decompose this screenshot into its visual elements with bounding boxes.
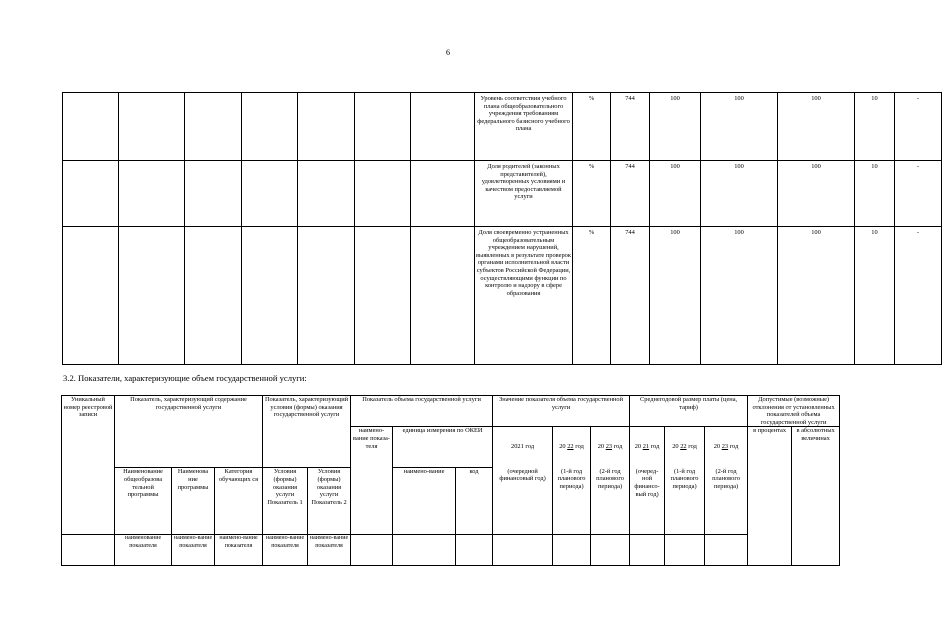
header-price-2023: 20 23 год (705, 427, 748, 468)
okei-code: 744 (611, 227, 650, 365)
header-volume-name: наимено-вание показа-теля (351, 427, 393, 535)
value-2021: 100 (650, 161, 701, 227)
header-deviation-absolute: в абсолютных величинах (792, 427, 840, 566)
indicator-name: Доля своевременно устраненных общеобразовательным учреждением нарушений, выявленных в результате проверок органами исполнительной власти субъектов Российской Федерации, осуществляющими функции по контролю и надзору в сфере образования (475, 227, 573, 365)
value-2021: 100 (650, 93, 701, 161)
value-2022: 100 (701, 93, 778, 161)
note-price-2023: (2-й год планового периода) (705, 468, 748, 535)
header-year-2022: 20 22 год (553, 427, 591, 468)
name-indicator-1: наименование показателя (115, 535, 172, 566)
header-volume-unit: единица измерения по ОКЕИ (393, 427, 493, 468)
volume-indicators-table (61, 395, 840, 566)
subheader-program: Наименование общеобразова тельной программы (115, 468, 172, 535)
subheader-unit-name: наимено-вание (393, 468, 456, 535)
section-heading: 3.2. Показатели, характеризующие объем государственной услуги: (63, 373, 307, 383)
okei-code: 744 (611, 161, 650, 227)
header-volume-value: Значение показателя объема государственной услуги (493, 396, 630, 427)
value-2022: 100 (701, 227, 778, 365)
header-deviation-percent: в процентах (748, 427, 792, 566)
value-2023: 100 (778, 93, 855, 161)
deviation-percent: 10 (855, 93, 895, 161)
header-price-2022: 20 22 год (665, 427, 705, 468)
header-average-price: Среднегодовой размер платы (цена, тариф) (630, 396, 748, 427)
name-indicator-2: наимено-вание показателя (172, 535, 215, 566)
note-year-2022: (1-й год планового периода) (553, 468, 591, 535)
subheader-unit-code: код (456, 468, 493, 535)
header-unique-number: Уникальный номер реестровой записи (62, 396, 115, 535)
page-number: 6 (446, 48, 450, 57)
note-year-2023: (2-й год планового периода) (591, 468, 630, 535)
deviation-percent: 10 (855, 227, 895, 365)
subheader-category: Категория обучающих ся (215, 468, 263, 535)
note-year-2021: (очередной финансовый год) (493, 468, 553, 535)
unit-name: % (573, 93, 611, 161)
name-indicator-3: наимено-вание показателя (215, 535, 263, 566)
quality-indicators-table (62, 92, 942, 365)
note-price-2022: (1-й год планового периода) (665, 468, 705, 535)
unit-name: % (573, 227, 611, 365)
header-conditions-indicator: Показатель, характеризующий условия (формы) оказания государственной услуги (263, 396, 351, 468)
name-indicator-5: наимено-вание показателя (308, 535, 351, 566)
deviation-percent: 10 (855, 161, 895, 227)
name-indicator-4: наимено-вание показателя (263, 535, 308, 566)
unit-name: % (573, 161, 611, 227)
subheader-condition-2: Условия (формы) оказания услуги Показатель 2 (308, 468, 351, 535)
header-price-2021: 20 21 год (630, 427, 665, 468)
deviation-absolute: - (895, 227, 942, 365)
table-row (63, 161, 942, 227)
header-year-2023: 20 23 год (591, 427, 630, 468)
subheader-condition-1: Условия (формы) оказания услуги Показатель 1 (263, 468, 308, 535)
indicator-name: Доля родителей (законных представителей), удовлетворенных условиями и качеством предоставляемой услуги (475, 161, 573, 227)
header-deviation: Допустимые (возможные) отклонения от установленных показателей объема государственной услуги (748, 396, 840, 427)
deviation-absolute: - (895, 161, 942, 227)
deviation-absolute: - (895, 93, 942, 161)
indicator-name: Уровень соответствия учебного плана общеобразовательного учреждения требованиям федерального базисного учебного плана (475, 93, 573, 161)
note-price-2021: (очеред-ной финансо-вый год) (630, 468, 665, 535)
table-row (63, 227, 942, 365)
header-year-2021: 2021 год (493, 427, 553, 468)
table-row (63, 93, 942, 161)
value-2023: 100 (778, 161, 855, 227)
value-2021: 100 (650, 227, 701, 365)
subheader-program-name: Наименова ние программы (172, 468, 215, 535)
header-content-indicator: Показатель, характеризующий содержание государственной услуги (115, 396, 263, 468)
value-2023: 100 (778, 227, 855, 365)
header-volume-indicator: Показатель объема государственной услуги (351, 396, 493, 427)
okei-code: 744 (611, 93, 650, 161)
value-2022: 100 (701, 161, 778, 227)
